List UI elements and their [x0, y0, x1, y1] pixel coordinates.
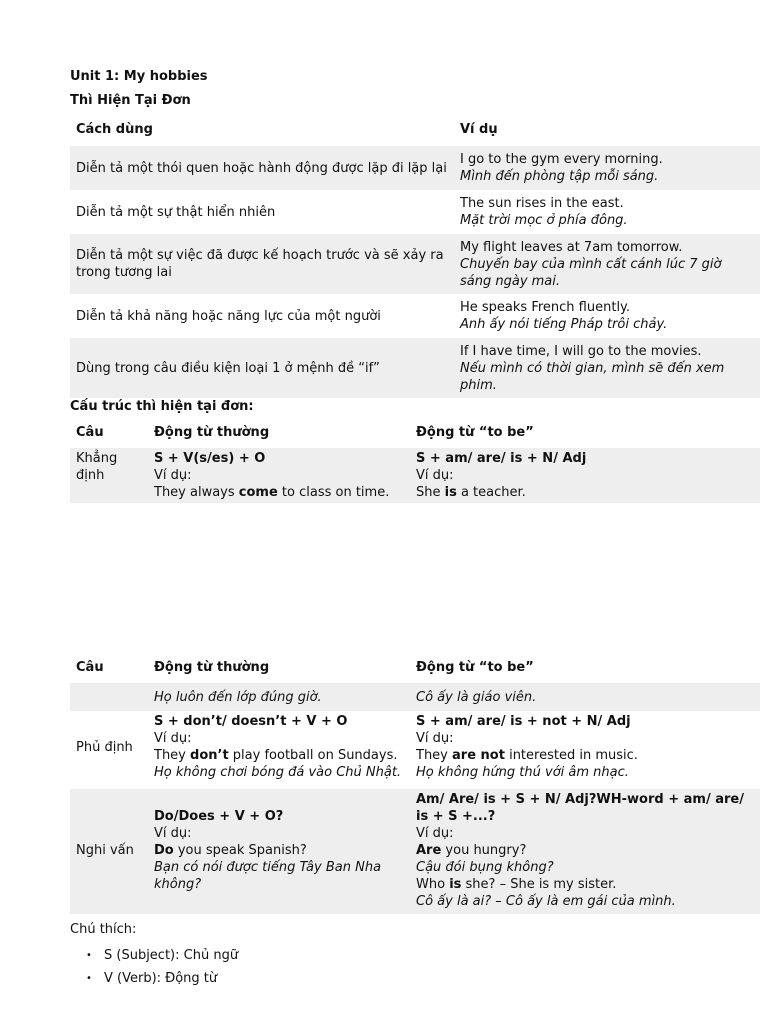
page-break-gap — [70, 503, 760, 651]
doc-title: Unit 1: My hobbies — [70, 69, 208, 84]
example-label: Ví dụ: — [154, 468, 192, 483]
example-cell — [454, 146, 760, 190]
example-label: Ví dụ: — [416, 731, 454, 746]
example-vi: Họ không chơi bóng đá vào Chủ Nhật. — [154, 765, 402, 780]
usage-cell: Dùng trong câu điều kiện loại 1 ở mệnh đề “if” — [70, 338, 454, 398]
example-vi: Họ không hứng thú với âm nhạc. — [416, 765, 629, 780]
example-label: Ví dụ: — [154, 826, 192, 841]
table-row — [70, 711, 760, 789]
example-en: If I have time, I will go to the movies. — [460, 343, 702, 359]
example-text: They always — [154, 485, 239, 500]
structure-header — [70, 651, 760, 683]
notes-list — [70, 944, 760, 990]
example-vi: Cô ấy là ai? – Cô ấy là em gái của mình. — [416, 894, 676, 909]
sentence-type-header: Câu — [76, 659, 104, 675]
example-highlight: Are — [416, 843, 442, 858]
example-label: Ví dụ: — [416, 826, 454, 841]
formula: S + don’t/ doesn’t + V + O — [154, 714, 348, 729]
usage-table-header — [70, 112, 760, 146]
sentence-type-header: Câu — [76, 424, 104, 440]
tobe-header: Động từ “to be” — [416, 424, 534, 440]
example-en — [154, 747, 404, 764]
example-en: My flight leaves at 7am tomorrow. — [460, 239, 683, 255]
example-text: to class on time. — [277, 485, 390, 500]
example-text: you speak Spanish? — [173, 843, 307, 858]
example-en — [416, 747, 754, 764]
example-cell — [454, 234, 760, 294]
example-en: I go to the gym every morning. — [460, 152, 663, 167]
formula: S + am/ are/ is + N/ Adj — [416, 451, 587, 466]
example-text: They — [154, 748, 191, 763]
example-cell — [454, 190, 760, 234]
tobe-cell — [410, 711, 760, 789]
example-highlight: don’t — [190, 748, 229, 763]
example-en — [154, 842, 404, 859]
structure-table-part2 — [70, 651, 760, 914]
example-cell — [454, 338, 760, 398]
list-item: • S (Subject): Chủ ngữ — [104, 944, 760, 967]
example-text: play football on Sundays. — [228, 748, 398, 763]
regular-verb-header: Động từ thường — [154, 424, 270, 440]
example-cell — [454, 294, 760, 338]
usage-cell: Diễn tả khả năng hoặc năng lực của một người — [76, 308, 381, 324]
example-highlight: are not — [452, 748, 505, 763]
example-text: you hungry? — [441, 843, 527, 858]
table-row — [70, 683, 760, 711]
example-highlight: Do — [154, 843, 174, 858]
usage-header-cell: Cách dùng — [76, 121, 153, 137]
example-en — [416, 842, 754, 859]
sentence-type-cell: Nghi vấn — [70, 789, 148, 914]
table-row — [70, 448, 760, 503]
formula: S + am/ are/ is + not + N/ Adj — [416, 714, 631, 729]
usage-cell: Diễn tả một sự việc đã được kế hoạch trước và sẽ xảy ra trong tương lai — [70, 234, 454, 294]
list-item: • V (Verb): Động từ — [104, 967, 760, 990]
example-vi: Bạn có nói được tiếng Tây Ban Nha không? — [154, 860, 382, 892]
example-en: The sun rises in the east. — [460, 196, 624, 211]
table-row — [70, 294, 760, 338]
regular-verb-cell — [148, 789, 410, 914]
example-en — [416, 484, 754, 501]
sentence-type-cell: Phủ định — [76, 739, 133, 755]
tobe-cell — [410, 789, 760, 914]
structure-table-part1 — [70, 416, 760, 503]
example-vi: Mình đến phòng tập mỗi sáng. — [460, 169, 659, 184]
doc-subtitle: Thì Hiện Tại Đơn — [70, 93, 191, 108]
tobe-header: Động từ “to be” — [416, 659, 534, 675]
example-highlight: is — [449, 877, 462, 892]
formula: Do/Does + V + O? — [154, 809, 284, 824]
example-label: Ví dụ: — [416, 468, 454, 483]
formula: Am/ Are/ is + S + N/ Adj?WH-word + am/ are/ is + S +...? — [416, 792, 744, 824]
example-vi: Họ luôn đến lớp đúng giờ. — [148, 683, 410, 711]
example-text: She — [416, 485, 445, 500]
example-en — [154, 484, 404, 501]
regular-verb-header: Động từ thường — [154, 659, 270, 675]
example-label: Ví dụ: — [154, 731, 192, 746]
example-highlight: is — [444, 485, 457, 500]
table-row — [70, 234, 760, 294]
example-vi: Cậu đói bụng không? — [416, 860, 554, 875]
example-text: a teacher. — [456, 485, 526, 500]
example-vi: Chuyến bay của mình cất cánh lúc 7 giờ sáng ngày mai. — [460, 256, 722, 289]
example-en — [416, 876, 754, 893]
table-row — [70, 146, 760, 190]
regular-verb-cell — [148, 711, 410, 789]
structure-label: Cấu trúc thì hiện tại đơn: — [70, 399, 254, 414]
document-page — [70, 66, 760, 990]
example-vi: Nếu mình có thời gian, mình sẽ đến xem phim. — [460, 360, 725, 393]
example-text: interested in music. — [504, 748, 638, 763]
tobe-cell — [410, 448, 760, 503]
example-vi: Anh ấy nói tiếng Pháp trôi chảy. — [460, 317, 668, 332]
example-text: she? – She is my sister. — [461, 877, 617, 892]
example-en: He speaks French fluently. — [460, 300, 631, 315]
usage-table — [70, 112, 760, 398]
regular-verb-cell — [148, 448, 410, 503]
sentence-type-cell: Khẳng định — [70, 448, 148, 503]
example-text: They — [416, 748, 453, 763]
usage-cell: Diễn tả một thói quen hoặc hành động được lặp đi lặp lại — [70, 146, 454, 190]
example-header-cell: Ví dụ — [460, 121, 498, 137]
example-text: Who — [416, 877, 450, 892]
example-highlight: come — [238, 485, 278, 500]
example-vi: Mặt trời mọc ở phía đông. — [460, 213, 628, 228]
notes-label: Chú thích: — [70, 922, 137, 937]
structure-header — [70, 416, 760, 448]
formula: S + V(s/es) + O — [154, 451, 266, 466]
table-row — [70, 190, 760, 234]
table-row — [70, 338, 760, 398]
example-vi: Cô ấy là giáo viên. — [410, 683, 760, 711]
usage-cell: Diễn tả một sự thật hiển nhiên — [76, 204, 276, 220]
sentence-type-cell — [70, 683, 148, 711]
table-row — [70, 789, 760, 914]
